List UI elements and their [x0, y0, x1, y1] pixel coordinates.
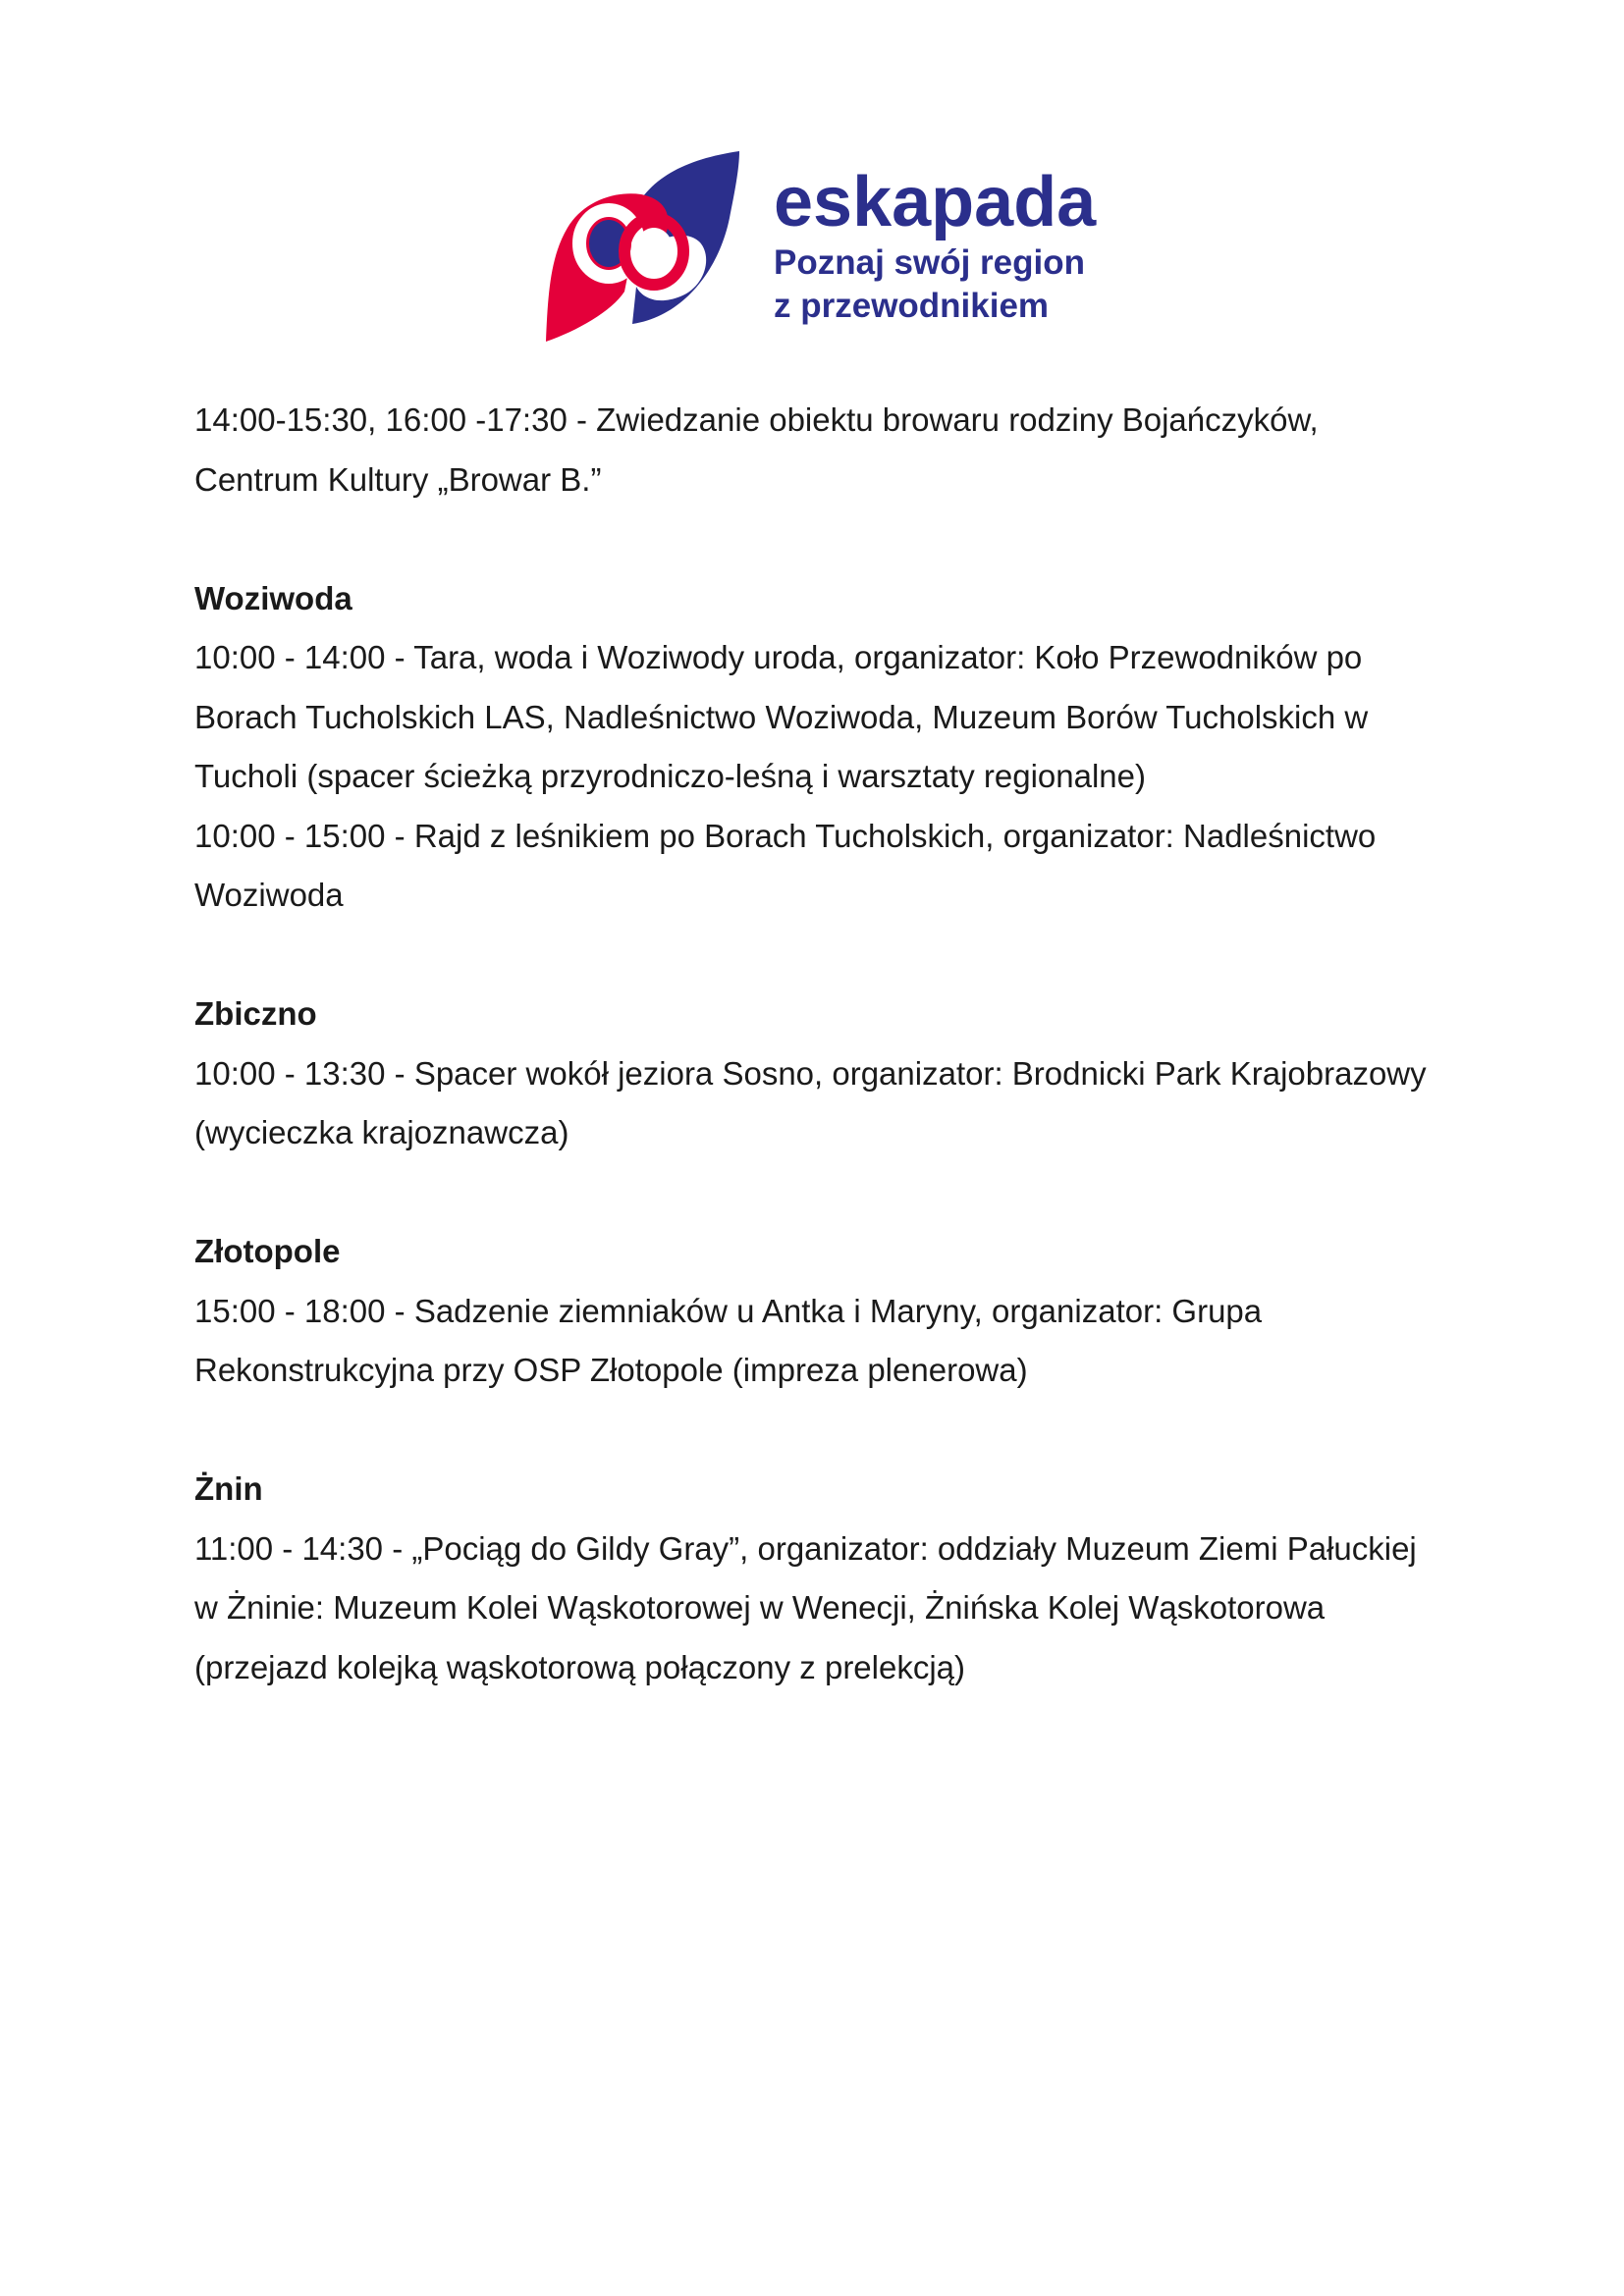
logo-tagline-line1: Poznaj swój region: [774, 243, 1085, 282]
spacer: [194, 1163, 1432, 1223]
section-line: 11:00 - 14:30 - „Pociąg do Gildy Gray”, organizator: oddziały Muzeum Ziemi Pałuckiej: [194, 1529, 1417, 1567]
section-line: (wycieczka krajoznawcza): [194, 1114, 569, 1150]
section-line: 10:00 - 13:30 - Spacer wokół jeziora Sosno, organizator: Brodnicki Park Krajobrazowy: [194, 1054, 1427, 1092]
section-line: 15:00 - 18:00 - Sadzenie ziemniaków u Antka i Maryny, organizator: Grupa: [194, 1292, 1263, 1329]
section-heading: Żnin: [194, 1470, 263, 1507]
intro-line-2: Centrum Kultury „Browar B.”: [194, 460, 602, 498]
section-line: (przejazd kolejką wąskotorową połączony z prelekcją): [194, 1648, 966, 1685]
section-znin: [194, 1460, 1432, 1697]
section-line: 10:00 - 15:00 - Rajd z leśnikiem po Borach Tucholskich, organizator: Nadleśnictwo: [194, 817, 1377, 854]
section-heading: Woziwoda: [194, 579, 352, 616]
section-line: Rekonstrukcyjna przy OSP Złotopole (impreza plenerowa): [194, 1352, 1028, 1388]
section-line: Borach Tucholskich LAS, Nadleśnictwo Woziwoda, Muzeum Borów Tucholskich w: [194, 698, 1369, 735]
intro-line-1: 14:00-15:30, 16:00 -17:30 - Zwiedzanie obiektu browaru rodziny Bojańczyków,: [194, 401, 1319, 438]
document-body: [194, 391, 1432, 1697]
section-zbiczno: [194, 985, 1432, 1163]
section-line: Woziwoda: [194, 877, 344, 913]
spacer: [194, 509, 1432, 569]
section-heading: Zbiczno: [194, 995, 317, 1032]
section-heading: Złotopole: [194, 1233, 341, 1269]
logo-pin-icon: [538, 149, 744, 346]
logo-brand-name: eskapada: [774, 163, 1097, 241]
section-line: Tucholi (spacer ścieżką przyrodniczo-leśną i warsztaty regionalne): [194, 758, 1147, 794]
logo-text: [774, 163, 1096, 328]
logo-tagline-line2: z przewodnikiem: [774, 287, 1050, 325]
spacer: [194, 926, 1432, 986]
spacer: [194, 1401, 1432, 1461]
section-line: w Żninie: Muzeum Kolei Wąskotorowej w Wenecji, Żnińska Kolej Wąskotorowa: [194, 1589, 1326, 1626]
section-line: 10:00 - 14:00 - Tara, woda i Woziwody uroda, organizator: Koło Przewodników po: [194, 639, 1363, 675]
section-woziwoda: [194, 569, 1432, 926]
section-zlotopole: [194, 1222, 1432, 1401]
eskapada-logo: [538, 149, 1108, 346]
